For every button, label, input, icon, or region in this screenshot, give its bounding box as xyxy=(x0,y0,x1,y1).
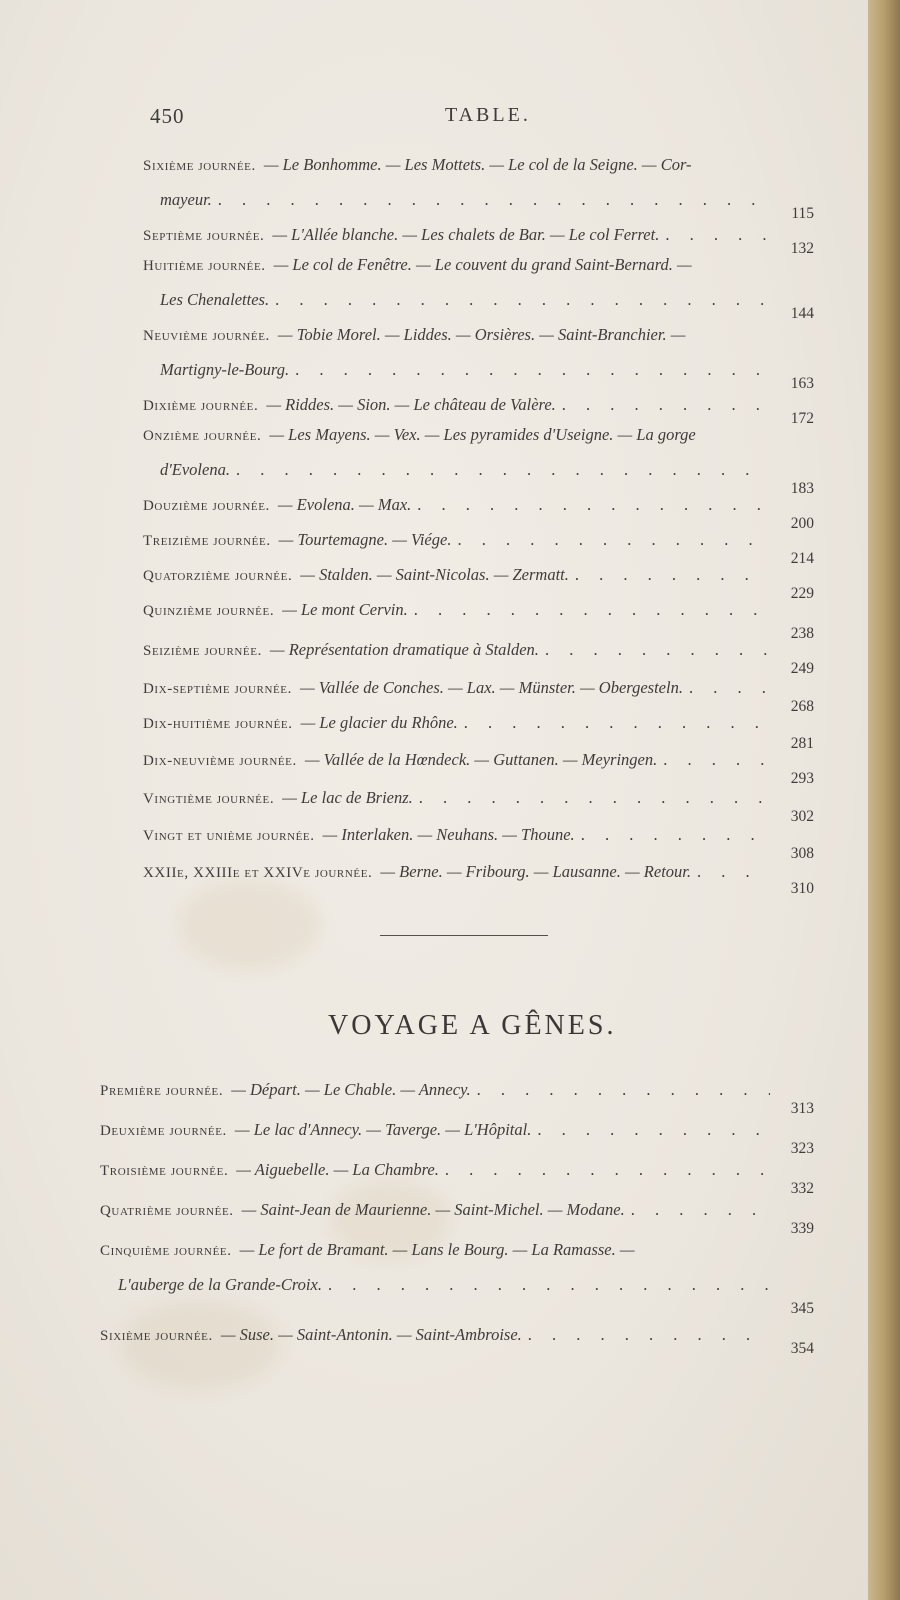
toc-entry-title: — Interlaken. — Neuhans. — Thoune. xyxy=(322,825,575,844)
toc-entry-label: Vingtième journée. xyxy=(143,791,275,807)
toc-entry xyxy=(100,1160,770,1181)
toc-entry-label: Dixième journée. xyxy=(143,398,259,414)
toc-entry xyxy=(143,395,770,416)
toc-entry-title-continued: L'auberge de la Grande-Croix. xyxy=(118,1275,322,1294)
leader-dots xyxy=(665,225,770,245)
toc-entry-label: Cinquième journée. xyxy=(100,1243,232,1259)
toc-entry-label: Quatrième journée. xyxy=(100,1203,234,1219)
leader-dots xyxy=(218,190,770,210)
toc-entry-label: Quinzième journée. xyxy=(143,603,275,619)
toc-entry-page: 200 xyxy=(790,515,814,532)
toc-entry-label: Sixième journée. xyxy=(143,158,256,174)
toc-entry-page: 172 xyxy=(790,410,814,427)
toc-entry-continuation xyxy=(118,1275,770,1295)
toc-entry-title: — Le glacier du Rhône. xyxy=(300,713,458,732)
toc-entry-page: 339 xyxy=(790,1220,814,1237)
toc-entry-page: 249 xyxy=(790,660,814,677)
toc-entry-title: — Tourtemagne. — Viége. xyxy=(278,530,452,549)
leader-dots xyxy=(464,713,770,733)
toc-entry-page: 132 xyxy=(790,240,814,257)
toc-entry-label: Treizième journée. xyxy=(143,533,271,549)
toc-entry xyxy=(100,1120,770,1141)
toc-entry-title: — Berne. — Fribourg. — Lausanne. — Retour. xyxy=(380,862,691,881)
toc-entry-page: 308 xyxy=(790,845,814,862)
toc-entry-title: — Le Bonhomme. — Les Mottets. — Le col de la Seigne. — Cor- xyxy=(263,155,692,174)
toc-entry-page: 302 xyxy=(790,808,814,825)
toc-entry-title: — Le fort de Bramant. — Lans le Bourg. — La Ramasse. — xyxy=(239,1240,635,1259)
toc-entry xyxy=(100,1240,770,1261)
toc-entry-title: — Aiguebelle. — La Chambre. xyxy=(236,1160,439,1179)
book-page-edge xyxy=(868,0,900,1600)
toc-entry xyxy=(143,255,770,276)
leader-dots xyxy=(275,290,770,310)
toc-entry-title: — Vallée de la Hœndeck. — Guttanen. — Meyringen. xyxy=(304,750,658,769)
toc-entry xyxy=(143,530,770,551)
toc-entry-page: 345 xyxy=(790,1300,814,1317)
toc-entry-title: — Suse. — Saint-Antonin. — Saint-Ambroise. xyxy=(220,1325,522,1344)
toc-entry-continuation xyxy=(160,460,770,480)
leader-dots xyxy=(697,862,770,882)
leader-dots xyxy=(545,640,770,660)
toc-entry-page: 115 xyxy=(791,205,814,222)
toc-entry-label: XXIIe, XXIIIe et XXIVe journée. xyxy=(143,865,373,881)
toc-entry-page: 310 xyxy=(790,880,814,897)
toc-entry-label: Onzième journée. xyxy=(143,428,262,444)
section-title: VOYAGE A GÊNES. xyxy=(328,1010,617,1041)
toc-entry xyxy=(143,750,770,771)
toc-entry xyxy=(143,788,770,809)
leader-dots xyxy=(581,825,770,845)
toc-entry xyxy=(143,565,770,586)
toc-entry-label: Huitième journée. xyxy=(143,258,266,274)
toc-entry-title: — Riddes. — Sion. — Le château de Valère. xyxy=(266,395,556,414)
leader-dots xyxy=(417,495,770,515)
page-number: 450 xyxy=(150,104,185,128)
toc-entry-label: Dix-septième journée. xyxy=(143,681,292,697)
paper-stain xyxy=(180,880,320,970)
toc-entry xyxy=(100,1080,770,1101)
toc-entry-title-continued: mayeur. xyxy=(160,190,212,209)
toc-entry-label: Première journée. xyxy=(100,1083,224,1099)
toc-entry-page: 238 xyxy=(790,625,814,642)
section-divider xyxy=(380,935,548,936)
toc-entry-title: — Le mont Cervin. xyxy=(282,600,408,619)
leader-dots xyxy=(528,1325,770,1345)
toc-entry-continuation xyxy=(160,290,770,310)
leader-dots xyxy=(562,395,770,415)
toc-entry-page: 144 xyxy=(790,305,814,322)
toc-entry xyxy=(100,1325,770,1346)
running-title: TABLE. xyxy=(445,104,531,126)
toc-entry-title-continued: Martigny-le-Bourg. xyxy=(160,360,290,379)
toc-entry-page: 229 xyxy=(790,585,814,602)
leader-dots xyxy=(477,1080,770,1100)
toc-entry-title: — L'Allée blanche. — Les chalets de Bar. — Le col Ferret. xyxy=(272,225,660,244)
toc-entry-page: 268 xyxy=(790,698,814,715)
toc-entry xyxy=(143,640,770,661)
leader-dots xyxy=(537,1120,770,1140)
toc-entry xyxy=(143,425,770,446)
leader-dots xyxy=(414,600,770,620)
toc-entry-title: — Départ. — Le Chable. — Annecy. xyxy=(231,1080,471,1099)
toc-entry-page: 214 xyxy=(790,550,814,567)
toc-entry-page: 354 xyxy=(790,1340,814,1357)
toc-entry-label: Douzième journée. xyxy=(143,498,270,514)
leader-dots xyxy=(295,360,770,380)
toc-entry-title: — Evolena. — Max. xyxy=(277,495,412,514)
leader-dots xyxy=(689,678,770,698)
toc-entry-title: — Vallée de Conches. — Lax. — Münster. — Obergesteln. xyxy=(299,678,683,697)
toc-entry-label: Vingt et unième journée. xyxy=(143,828,315,844)
toc-entry-page: 323 xyxy=(790,1140,814,1157)
toc-entry-title: — Le col de Fenêtre. — Le couvent du grand Saint-Bernard. — xyxy=(273,255,692,274)
toc-entry xyxy=(143,713,770,734)
leader-dots xyxy=(419,788,770,808)
toc-entry-page: 183 xyxy=(790,480,814,497)
toc-entry-label: Seizième journée. xyxy=(143,643,262,659)
toc-entry-label: Septième journée. xyxy=(143,228,265,244)
leader-dots xyxy=(631,1200,770,1220)
toc-entry-title: — Représentation dramatique à Stalden. xyxy=(269,640,539,659)
leader-dots xyxy=(236,460,770,480)
toc-entry-label: Quatorzième journée. xyxy=(143,568,293,584)
toc-entry-page: 293 xyxy=(790,770,814,787)
leader-dots xyxy=(663,750,770,770)
toc-entry xyxy=(143,862,770,883)
toc-entry xyxy=(143,155,770,176)
toc-entry-page: 163 xyxy=(790,375,814,392)
toc-entry xyxy=(143,825,770,846)
toc-entry xyxy=(143,495,770,516)
toc-entry-title: — Le lac de Brienz. xyxy=(282,788,413,807)
toc-entry-title-continued: Les Chenalettes. xyxy=(160,290,270,309)
toc-entry-page: 281 xyxy=(790,735,814,752)
toc-entry-label: Troisième journée. xyxy=(100,1163,229,1179)
toc-entry xyxy=(100,1200,770,1221)
toc-entry-page: 313 xyxy=(790,1100,814,1117)
leader-dots xyxy=(445,1160,770,1180)
toc-entry-label: Neuvième journée. xyxy=(143,328,270,344)
toc-entry-label: Dix-neuvième journée. xyxy=(143,753,297,769)
toc-entry-label: Deuxième journée. xyxy=(100,1123,227,1139)
toc-entry-continuation xyxy=(160,360,770,380)
toc-entry xyxy=(143,225,770,246)
toc-entry-title: — Le lac d'Annecy. — Taverge. — L'Hôpital. xyxy=(234,1120,532,1139)
toc-entry-title-continued: d'Evolena. xyxy=(160,460,230,479)
toc-entry xyxy=(143,325,770,346)
leader-dots xyxy=(575,565,770,585)
toc-entry-label: Dix-huitième journée. xyxy=(143,716,293,732)
leader-dots xyxy=(328,1275,770,1295)
toc-entry-title: — Stalden. — Saint-Nicolas. — Zermatt. xyxy=(300,565,569,584)
toc-entry-page: 332 xyxy=(790,1180,814,1197)
toc-entry-title: — Tobie Morel. — Liddes. — Orsières. — Saint-Branchier. — xyxy=(277,325,686,344)
toc-entry-continuation xyxy=(160,190,770,210)
page-header xyxy=(150,104,790,134)
leader-dots xyxy=(457,530,770,550)
toc-entry xyxy=(143,600,770,621)
toc-entry xyxy=(143,678,770,699)
toc-entry-title: — Saint-Jean de Maurienne. — Saint-Michel. — Modane. xyxy=(241,1200,625,1219)
toc-entry-label: Sixième journée. xyxy=(100,1328,213,1344)
toc-entry-title: — Les Mayens. — Vex. — Les pyramides d'Useigne. — La gorge xyxy=(269,425,696,444)
